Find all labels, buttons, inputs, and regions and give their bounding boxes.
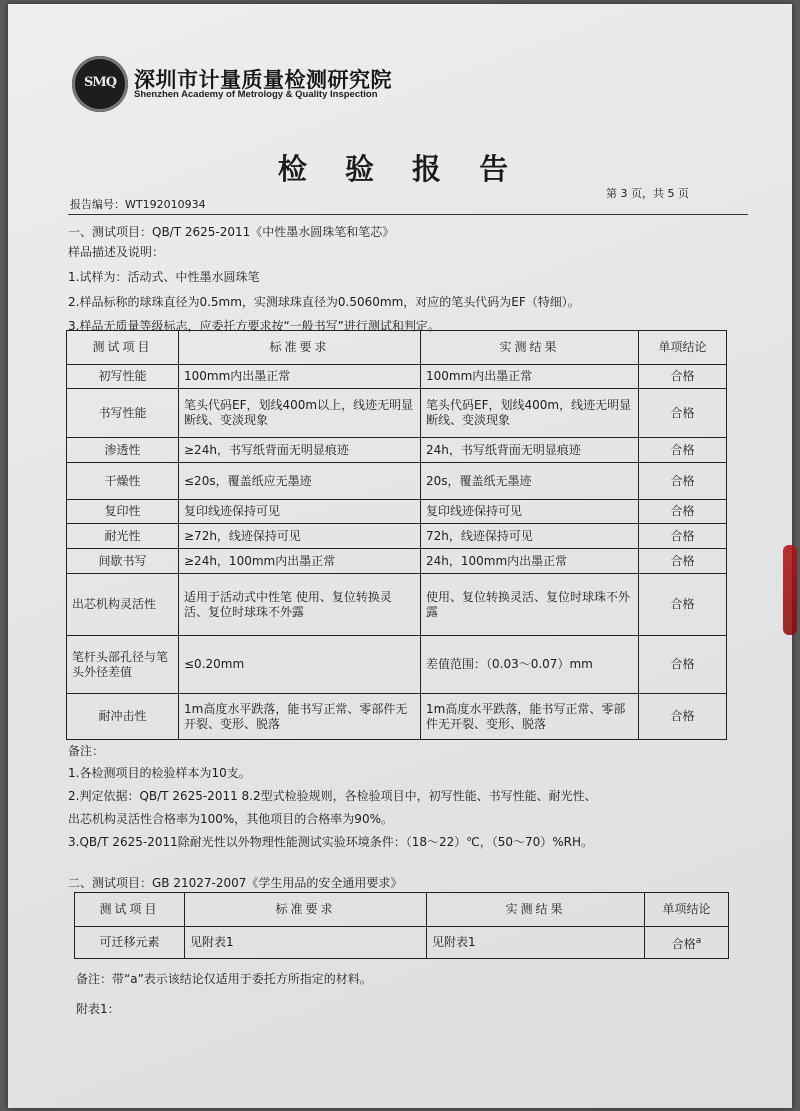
note-line: 3.QB/T 2625-2011除耐光性以外物理性能测试实验环境条件：（18～22）℃，（50～70）%RH。 xyxy=(68,835,594,849)
standard-requirement: ≥24h，100mm内出墨正常 xyxy=(179,549,421,574)
test-item: 耐光性 xyxy=(67,524,179,549)
red-stain-mark xyxy=(783,545,797,635)
institute-name-cn: 深圳市计量质量检测研究院 xyxy=(134,68,392,92)
sample-description-line: 2.样品标称的球珠直径为0.5mm，实测球珠直径为0.5060mm，对应的笔头代码为EF（特细）。 xyxy=(68,295,580,309)
standard-requirement: 适用于活动式中性笔 使用、复位转换灵活、复位时球珠不外露 xyxy=(179,574,421,636)
standard-requirement: 复印线迹保持可见 xyxy=(179,500,421,524)
measured-result: 20s，覆盖纸无墨迹 xyxy=(421,463,639,500)
test-item: 书写性能 xyxy=(67,389,179,438)
page-number: 第 3 页，共 5 页 xyxy=(606,187,689,200)
appendix-label: 附表1： xyxy=(76,1002,120,1016)
standard-requirement: 笔头代码EF，划线400m以上，线迹无明显断线、变淡现象 xyxy=(179,389,421,438)
measured-result: 1m高度水平跌落，能书写正常、零部件无开裂、变形、脱落 xyxy=(421,694,639,740)
conclusion: 合格 xyxy=(639,463,727,500)
standard-requirement: ≤0.20mm xyxy=(179,636,421,694)
safety-test-table xyxy=(74,892,729,959)
conclusion-superscript: a xyxy=(695,935,702,946)
table-header-row xyxy=(75,893,729,927)
test-item: 可迁移元素 xyxy=(75,927,185,959)
conclusion: 合格 xyxy=(639,574,727,636)
header-conclusion: 单项结论 xyxy=(639,331,727,365)
sample-description-title: 样品描述及说明： xyxy=(68,245,165,259)
test-item: 耐冲击性 xyxy=(67,694,179,740)
header-measured-result: 实测结果 xyxy=(421,331,639,365)
standard-requirement: ≥24h，书写纸背面无明显痕迹 xyxy=(179,438,421,463)
report-number: 报告编号：WT192010934 xyxy=(70,198,206,211)
conclusion-text: 合格 xyxy=(671,936,696,951)
conclusion xyxy=(645,927,729,959)
table-row xyxy=(67,463,727,500)
document-title: 检 验 报 告 xyxy=(277,152,523,186)
seal-logo-text: SMQ xyxy=(83,75,117,90)
note-line: 出芯机构灵活性合格率为100%，其他项目的合格率为90%。 xyxy=(68,812,393,826)
test-item: 复印性 xyxy=(67,500,179,524)
table-row xyxy=(67,574,727,636)
header-standard-requirement: 标准要求 xyxy=(179,331,421,365)
table-row xyxy=(67,365,727,389)
test-item: 笔杆头部孔径与笔头外径差值 xyxy=(67,636,179,694)
table-row xyxy=(67,694,727,740)
test-item: 间歇书写 xyxy=(67,549,179,574)
section1-heading: 一、测试项目：QB/T 2625-2011《中性墨水圆珠笔和笔芯》 xyxy=(68,225,395,239)
standard-requirement: 100mm内出墨正常 xyxy=(179,365,421,389)
header-test-item: 测试项目 xyxy=(67,331,179,365)
conclusion: 合格 xyxy=(639,365,727,389)
conclusion: 合格 xyxy=(639,500,727,524)
conclusion: 合格 xyxy=(639,438,727,463)
section2-note: 备注：带“a”表示该结论仅适用于委托方所指定的材料。 xyxy=(76,972,372,986)
header-standard-requirement: 标准要求 xyxy=(185,893,427,927)
conclusion: 合格 xyxy=(639,549,727,574)
note-line: 2.判定依据：QB/T 2625-2011 8.2型式检验规则，各检验项目中，初写性能、书写性能、耐光性、 xyxy=(68,789,597,803)
test-item: 初写性能 xyxy=(67,365,179,389)
measured-result: 使用、复位转换灵活、复位时球珠不外露 xyxy=(421,574,639,636)
test-item: 干燥性 xyxy=(67,463,179,500)
conclusion: 合格 xyxy=(639,524,727,549)
standard-requirement: ≥72h，线迹保持可见 xyxy=(179,524,421,549)
header-conclusion: 单项结论 xyxy=(645,893,729,927)
table-row xyxy=(75,927,729,959)
measured-result: 24h，100mm内出墨正常 xyxy=(421,549,639,574)
standard-requirement: 1m高度水平跌落，能书写正常、零部件无开裂、变形、脱落 xyxy=(179,694,421,740)
measured-result: 24h，书写纸背面无明显痕迹 xyxy=(421,438,639,463)
table-row xyxy=(67,438,727,463)
test-item: 出芯机构灵活性 xyxy=(67,574,179,636)
header-test-item: 测试项目 xyxy=(75,893,185,927)
sample-description-line: 1.试样为：活动式、中性墨水圆珠笔 xyxy=(68,270,260,284)
header-divider xyxy=(68,214,748,215)
conclusion: 合格 xyxy=(639,636,727,694)
test-item: 渗透性 xyxy=(67,438,179,463)
table-header-row xyxy=(67,331,727,365)
measured-result: 100mm内出墨正常 xyxy=(421,365,639,389)
measured-result: 笔头代码EF，划线400m，线迹无明显断线、变淡现象 xyxy=(421,389,639,438)
table-row xyxy=(67,389,727,438)
measured-result: 差值范围：（0.03～0.07）mm xyxy=(421,636,639,694)
table-row xyxy=(67,549,727,574)
table-row xyxy=(67,636,727,694)
measured-result: 72h，线迹保持可见 xyxy=(421,524,639,549)
institute-seal-logo xyxy=(72,56,128,112)
institute-name-en: Shenzhen Academy of Metrology & Quality Inspection xyxy=(134,89,378,100)
sample-description-line: 3.样品无质量等级标志，应委托方要求按“一般书写”进行测试和判定。 xyxy=(68,319,440,333)
measured-result: 复印线迹保持可见 xyxy=(421,500,639,524)
note-line: 1.各检测项目的检验样本为10支。 xyxy=(68,766,251,780)
standard-requirement: 见附表1 xyxy=(185,927,427,959)
table-row xyxy=(67,500,727,524)
report-page xyxy=(8,4,792,1108)
conclusion: 合格 xyxy=(639,389,727,438)
notes-title: 备注： xyxy=(68,744,105,758)
standard-requirement: ≤20s，覆盖纸应无墨迹 xyxy=(179,463,421,500)
table-row xyxy=(67,524,727,549)
section2-heading: 二、测试项目：GB 21027-2007《学生用品的安全通用要求》 xyxy=(68,876,403,890)
measured-result: 见附表1 xyxy=(427,927,645,959)
test-results-table xyxy=(66,330,727,740)
conclusion: 合格 xyxy=(639,694,727,740)
header-measured-result: 实测结果 xyxy=(427,893,645,927)
